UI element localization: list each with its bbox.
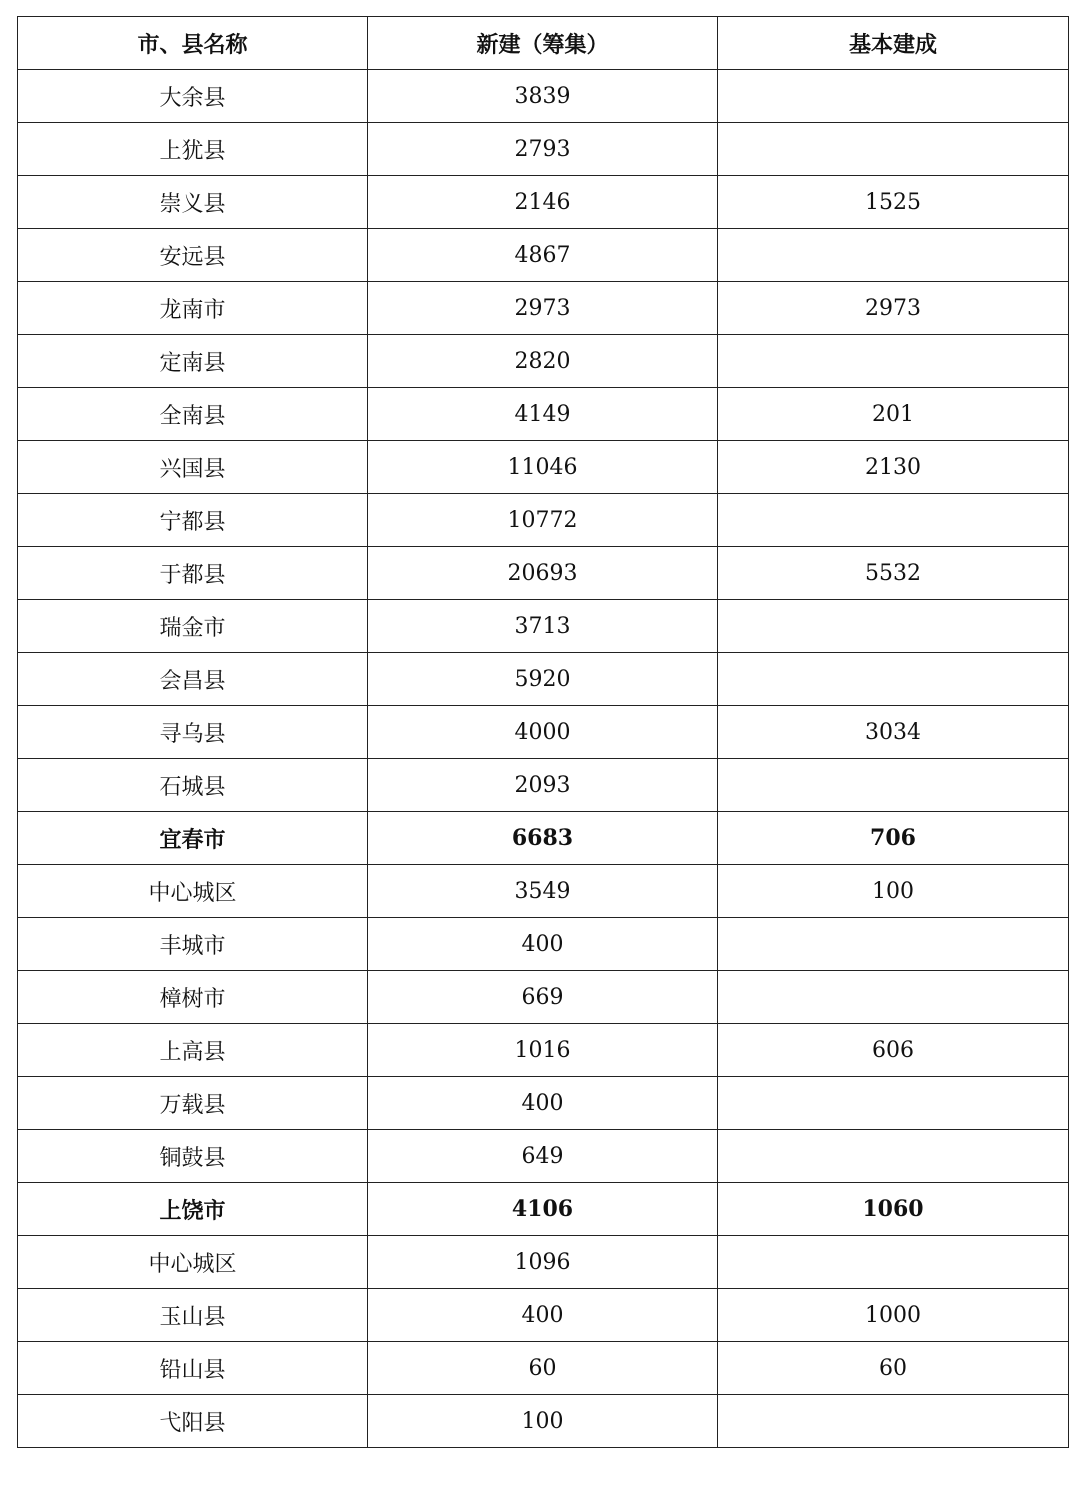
cell-done <box>718 1130 1069 1183</box>
table-row <box>18 229 1069 282</box>
cell-name: 寻乌县 <box>18 706 368 759</box>
cell-name: 安远县 <box>18 229 368 282</box>
table-row <box>18 123 1069 176</box>
cell-done <box>718 335 1069 388</box>
cell-new: 1016 <box>368 1024 718 1077</box>
table-row <box>18 547 1069 600</box>
cell-new: 2820 <box>368 335 718 388</box>
cell-new: 20693 <box>368 547 718 600</box>
cell-done <box>718 918 1069 971</box>
cell-name: 玉山县 <box>18 1289 368 1342</box>
cell-new: 3839 <box>368 70 718 123</box>
cell-new: 10772 <box>368 494 718 547</box>
table-row <box>18 282 1069 335</box>
cell-new: 2093 <box>368 759 718 812</box>
cell-name: 弋阳县 <box>18 1395 368 1448</box>
housing-table <box>17 16 1069 1448</box>
cell-name: 兴国县 <box>18 441 368 494</box>
cell-name: 崇义县 <box>18 176 368 229</box>
cell-done <box>718 1236 1069 1289</box>
table-row <box>18 812 1069 865</box>
cell-new: 400 <box>368 1077 718 1130</box>
cell-new: 400 <box>368 918 718 971</box>
cell-name: 会昌县 <box>18 653 368 706</box>
cell-new: 1096 <box>368 1236 718 1289</box>
cell-name: 铅山县 <box>18 1342 368 1395</box>
cell-new: 60 <box>368 1342 718 1395</box>
table-row <box>18 70 1069 123</box>
cell-name: 中心城区 <box>18 1236 368 1289</box>
cell-new: 3713 <box>368 600 718 653</box>
cell-name: 宜春市 <box>18 812 368 865</box>
cell-new: 649 <box>368 1130 718 1183</box>
cell-name: 铜鼓县 <box>18 1130 368 1183</box>
cell-done <box>718 971 1069 1024</box>
table-row <box>18 1024 1069 1077</box>
cell-name: 石城县 <box>18 759 368 812</box>
cell-new: 4106 <box>368 1183 718 1236</box>
cell-name: 上犹县 <box>18 123 368 176</box>
table-row <box>18 759 1069 812</box>
cell-new: 6683 <box>368 812 718 865</box>
cell-name: 丰城市 <box>18 918 368 971</box>
table-row <box>18 653 1069 706</box>
cell-done <box>718 600 1069 653</box>
cell-new: 3549 <box>368 865 718 918</box>
cell-done <box>718 123 1069 176</box>
cell-new: 2146 <box>368 176 718 229</box>
cell-done: 1000 <box>718 1289 1069 1342</box>
cell-name: 全南县 <box>18 388 368 441</box>
cell-done: 100 <box>718 865 1069 918</box>
cell-new: 669 <box>368 971 718 1024</box>
cell-new: 4149 <box>368 388 718 441</box>
cell-done: 2130 <box>718 441 1069 494</box>
cell-done: 60 <box>718 1342 1069 1395</box>
cell-new: 2793 <box>368 123 718 176</box>
cell-name: 中心城区 <box>18 865 368 918</box>
cell-name: 瑞金市 <box>18 600 368 653</box>
table-row <box>18 494 1069 547</box>
cell-done <box>718 1077 1069 1130</box>
cell-name: 樟树市 <box>18 971 368 1024</box>
table-header-row <box>18 17 1069 70</box>
table-row <box>18 971 1069 1024</box>
cell-done <box>718 70 1069 123</box>
table-row <box>18 335 1069 388</box>
cell-done <box>718 653 1069 706</box>
table-row <box>18 1236 1069 1289</box>
cell-done: 706 <box>718 812 1069 865</box>
cell-done <box>718 759 1069 812</box>
cell-name: 龙南市 <box>18 282 368 335</box>
cell-new: 400 <box>368 1289 718 1342</box>
cell-done: 1525 <box>718 176 1069 229</box>
cell-name: 万载县 <box>18 1077 368 1130</box>
cell-done: 3034 <box>718 706 1069 759</box>
cell-name: 宁都县 <box>18 494 368 547</box>
cell-name: 大余县 <box>18 70 368 123</box>
table-row <box>18 1342 1069 1395</box>
cell-new: 11046 <box>368 441 718 494</box>
table-row <box>18 1130 1069 1183</box>
table-row <box>18 1183 1069 1236</box>
table-row <box>18 865 1069 918</box>
cell-done <box>718 494 1069 547</box>
table-row <box>18 1289 1069 1342</box>
cell-name: 上饶市 <box>18 1183 368 1236</box>
cell-done <box>718 229 1069 282</box>
table-row <box>18 600 1069 653</box>
table-row <box>18 388 1069 441</box>
cell-new: 100 <box>368 1395 718 1448</box>
header-done: 基本建成 <box>718 17 1069 70</box>
header-new: 新建（筹集） <box>368 17 718 70</box>
header-name: 市、县名称 <box>18 17 368 70</box>
cell-new: 4867 <box>368 229 718 282</box>
cell-name: 上高县 <box>18 1024 368 1077</box>
table-row <box>18 176 1069 229</box>
table-row <box>18 441 1069 494</box>
cell-done: 606 <box>718 1024 1069 1077</box>
table-row <box>18 706 1069 759</box>
table-row <box>18 1077 1069 1130</box>
cell-new: 5920 <box>368 653 718 706</box>
cell-new: 4000 <box>368 706 718 759</box>
cell-done: 2973 <box>718 282 1069 335</box>
cell-done: 201 <box>718 388 1069 441</box>
table-row <box>18 918 1069 971</box>
table-row <box>18 1395 1069 1448</box>
cell-name: 定南县 <box>18 335 368 388</box>
cell-name: 于都县 <box>18 547 368 600</box>
cell-new: 2973 <box>368 282 718 335</box>
cell-done <box>718 1395 1069 1448</box>
table-body <box>18 70 1069 1448</box>
cell-done: 1060 <box>718 1183 1069 1236</box>
cell-done: 5532 <box>718 547 1069 600</box>
